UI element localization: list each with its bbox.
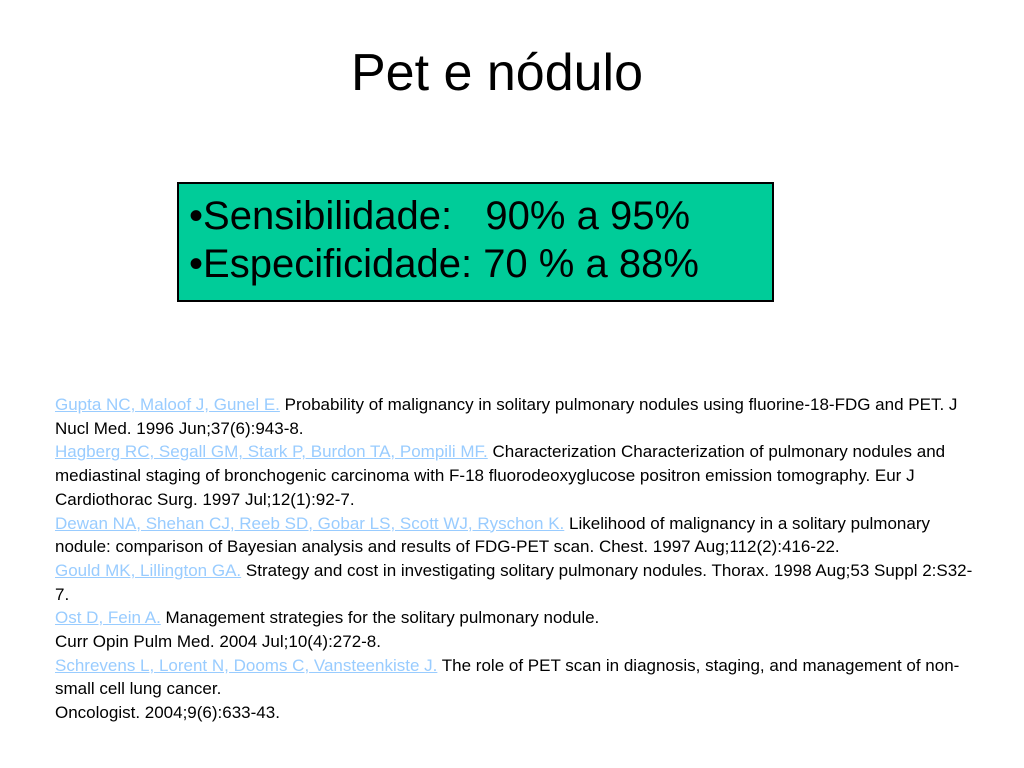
reference-item: [55, 559, 975, 606]
reference-authors-link[interactable]: Hagberg RC, Segall GM, Stark P, Burdon TA, Pompili MF.: [55, 442, 488, 462]
reference-authors-link[interactable]: Schrevens L, Lorent N, Dooms C, Vansteenkiste J.: [55, 655, 438, 675]
reference-authors-link[interactable]: Ost D, Fein A.: [55, 608, 161, 628]
stat-value: 70 % a 88%: [483, 242, 699, 286]
reference-authors-link[interactable]: Gupta NC, Maloof J, Gunel E.: [55, 395, 280, 414]
reference-journal: Curr Opin Pulm Med. 2004 Jul;10(4):272-8.: [55, 632, 381, 652]
bullet: •: [189, 194, 204, 238]
stat-value: 90% a 95%: [485, 194, 691, 238]
reference-authors-link[interactable]: Gould MK, Lillington GA.: [55, 560, 242, 580]
bullet: •: [189, 242, 204, 286]
reference-item: [55, 393, 975, 440]
reference-list: [55, 393, 975, 725]
slide-title: Pet e nódulo: [350, 44, 644, 102]
reference-journal: Oncologist. 2004;9(6):633-43.: [55, 703, 280, 723]
stat-sensitivity: [189, 192, 772, 240]
stat-specificity: [189, 240, 772, 288]
reference-text: Strategy and cost in investigating solitary pulmonary nodules. Thorax. 1998 Aug;53 Suppl 2:S32-7.: [55, 560, 973, 604]
reference-item: [55, 606, 975, 653]
reference-item: [55, 512, 975, 559]
reference-text: The role of PET scan in diagnosis, staging, and management of non-small cell lung cancer.: [55, 655, 960, 699]
reference-item: [55, 440, 975, 511]
reference-text: Characterization Characterization of pulmonary nodules and mediastinal staging of bronchogenic carcinoma with F-18 fluorodeoxyglucose positron emission tomography. Eur J Cardiothorac Surg. 1997 Jul;12(1):92-7.: [55, 442, 946, 509]
stats-box: [177, 182, 774, 302]
reference-text: Management strategies for the solitary pulmonary nodule.: [165, 608, 600, 628]
reference-authors-link[interactable]: Dewan NA, Shehan CJ, Reeb SD, Gobar LS, Scott WJ, Ryschon K.: [55, 513, 565, 533]
reference-item: [55, 654, 975, 725]
reference-text: Likelihood of malignancy in a solitary pulmonary nodule: comparison of Bayesian analysis and results of FDG-PET scan. Chest. 1997 Aug;112(2):416-22.: [55, 513, 930, 557]
stat-label: Sensibilidade:: [203, 194, 453, 238]
stat-label: Especificidade:: [203, 242, 473, 286]
reference-text: Probability of malignancy in solitary pulmonary nodules using fluorine-18-FDG and PET. J Nucl Med. 1996 Jun;37(6):943-8.: [55, 395, 958, 438]
